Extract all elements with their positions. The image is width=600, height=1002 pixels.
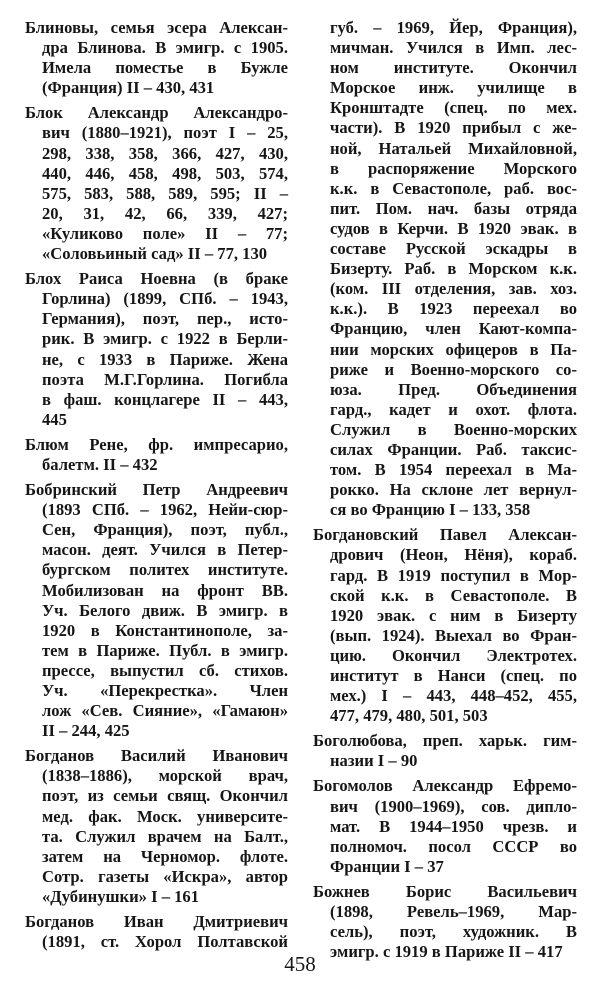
entry-text-line: риже и Военно-морского со-	[330, 359, 577, 379]
entry-text-line: (вып. 1924). Выехал во Фран-	[330, 625, 577, 645]
entry-heading-line: Блок Александр Александро-	[25, 103, 288, 123]
entry-text-line: 477, 479, 480, 501, 503	[330, 706, 488, 726]
entry-text-line: гард., кадет и охот. флота.	[330, 399, 577, 419]
entry-text-line: эмигр. с 1919 в Париже II – 417	[330, 942, 563, 962]
index-entry	[25, 269, 288, 430]
entry-text-line: (1893 СПб. – 1962, Нейи-сюр-	[42, 500, 288, 520]
entry-text-line: к.к. в Севастополе, раб. вос-	[330, 178, 577, 198]
entry-text-line: вич (1880–1921), поэт I – 25,	[42, 123, 288, 143]
entry-text-line: Уч. Белого движ. В эмигр. в	[42, 600, 288, 620]
entry-text-line: в фаш. концлагере II – 443,	[42, 389, 288, 409]
entry-text-line: ном институте. Окончил	[330, 58, 577, 78]
index-entry	[25, 18, 288, 98]
entry-text-line: дрович (Неон, Нёня), кораб.	[330, 545, 577, 565]
entry-text-line: мех.) I – 443, 448–452, 455,	[330, 686, 577, 706]
entry-text-line: Кронштадте (спец. по мех.	[330, 98, 577, 118]
entry-text-line: Мобилизован на фронт ВВ.	[42, 580, 288, 600]
entry-text-line: 298, 338, 358, 366, 427, 430,	[42, 143, 288, 163]
entry-text-line: рик. В эмигр. с 1922 в Берли-	[42, 329, 288, 349]
entry-text-line: 440, 446, 458, 498, 503, 574,	[42, 163, 288, 183]
entry-text-line: юза. Пред. Объединения	[330, 379, 577, 399]
entry-text-line: (1898, Ревель–1969, Мар-	[330, 902, 577, 922]
entry-text-line: II – 244, 425	[42, 721, 130, 741]
entry-text-line: (1891, ст. Хорол Полтавской	[42, 932, 288, 952]
entry-text-line: том. В 1954 переехал в Ма-	[330, 460, 577, 480]
entry-text-line: Служил в Военно-морских	[330, 419, 577, 439]
entry-text-line: лож «Сев. Сияние», «Гамаюн»	[42, 701, 288, 721]
entry-text-line: Бизерту. Раб. в Морском к.к.	[330, 259, 577, 279]
entry-text-line: поэт, из семьи свящ. Окончил	[42, 786, 288, 806]
entry-text-line: институт в Нанси (спец. по	[330, 666, 577, 685]
entry-text-line: (1838–1886), морской врач,	[42, 766, 288, 786]
entry-text-line: 445	[42, 409, 67, 429]
entry-text-line: ной, Натальей Михайловной,	[330, 138, 577, 158]
entry-text-line: дра Блинова. В эмигр. с 1905.	[42, 38, 288, 58]
entry-text-line: Уч. «Перекрестка». Член	[42, 681, 288, 700]
entry-text-line: сель), поэт, художник. В	[330, 922, 577, 942]
entry-heading-line: Блюм Рене, фр. импресарио,	[25, 434, 288, 454]
entry-text-line: та. Служил врачем на Балт.,	[42, 826, 288, 846]
entry-text-line: «Дубинушки» I – 161	[42, 886, 200, 906]
entry-text-line: судов в Керчи. В 1920 эвак. в	[330, 218, 577, 238]
entry-heading-line: Бобринский Петр Андреевич	[25, 480, 288, 500]
left-column	[25, 18, 288, 957]
entry-text-line: бургском политех институте.	[42, 560, 288, 580]
index-entry-continuation	[313, 18, 577, 520]
entry-text-line: ской к.к. в Севастополе. В	[330, 585, 577, 605]
entry-text-line: в распоряжение Морского	[330, 158, 577, 178]
entry-text-line: части). В 1920 прибыл с же-	[330, 118, 577, 138]
index-entry	[25, 912, 288, 952]
entry-heading-line: Блох Раиса Ноевна (в браке	[25, 269, 288, 289]
entry-heading-line: Богданов Василий Иванович	[25, 746, 288, 766]
entry-text-line: прессе, выпустил сб. стихов.	[42, 660, 288, 680]
entry-text-line: ся во Францию I – 133, 358	[330, 500, 531, 520]
entry-text-line: «Куликово поле» II – 77;	[42, 223, 288, 243]
entry-text-line: полномоч. посол СССР во	[330, 836, 577, 856]
entry-text-line: губ. – 1969, Йер, Франция),	[330, 18, 577, 37]
entry-text-line: назии I – 90	[330, 751, 418, 771]
entry-text-line: к.к.). В 1923 переехал во	[330, 299, 577, 319]
entry-text-line: пит. Пом. нач. базы отряда	[330, 198, 577, 218]
entry-text-line: силах Франции. Раб. таксис-	[330, 439, 577, 459]
entry-text-line: мед. фак. Моск. университе-	[42, 806, 288, 826]
entry-text-line: Сен, Франция), поэт, публ.,	[42, 520, 288, 540]
entry-text-line: Горлина) (1899, СПб. – 1943,	[42, 289, 288, 309]
entry-text-line: Сотр. газеты «Искра», автор	[42, 866, 288, 886]
entry-text-line: гард. В 1919 поступил в Мор-	[330, 565, 577, 585]
entry-text-line: Имела поместье в Бужле	[42, 58, 288, 78]
index-entry	[25, 103, 288, 264]
index-entry	[25, 435, 288, 475]
entry-heading-line: Богдановский Павел Алексан-	[313, 525, 577, 545]
entry-text-line: мат. В 1944–1950 чрезв. и	[330, 816, 577, 836]
entry-text-line: составе Русской эскадры в	[330, 239, 577, 259]
entry-heading-line: Богомолов Александр Ефремо-	[313, 776, 577, 796]
entry-text-line: цию. Окончил Электротех.	[330, 645, 577, 665]
entry-text-line: 20, 31, 42, 66, 339, 427;	[42, 203, 288, 223]
entry-text-line: (ком. III отделения, зав. хоз.	[330, 279, 577, 299]
entry-text-line: тем в Париже. Публ. в эмигр.	[42, 640, 288, 660]
index-entry	[313, 882, 577, 962]
entry-text-line: рокко. На склоне лет вернул-	[330, 480, 577, 500]
index-entry	[313, 776, 577, 876]
entry-text-line: Франции I – 37	[330, 856, 444, 876]
entry-heading-line: Божнев Борис Васильевич	[313, 881, 577, 901]
entry-heading-line: Боголюбова, преп. харьк. гим-	[313, 731, 577, 751]
entry-text-line: 575, 583, 588, 589, 595; II –	[42, 183, 288, 203]
entry-heading-line: Богданов Иван Дмитриевич	[25, 912, 288, 932]
entry-text-line: Францию, член Кают-компа-	[330, 319, 577, 339]
entry-text-line: 1920 в Константинополе, за-	[42, 620, 288, 640]
entry-heading-line: Блиновы, семья эсера Алексан-	[25, 18, 288, 37]
index-entry	[25, 746, 288, 907]
entry-text-line: 1920 эвак. с ним в Бизерту	[330, 605, 577, 625]
entry-text-line: затем на Черномор. флоте.	[42, 846, 288, 866]
index-entry	[313, 525, 577, 726]
entry-text-line: (Франция) II – 430, 431	[42, 78, 215, 98]
index-entry	[313, 731, 577, 771]
right-column	[313, 18, 577, 967]
entry-text-line: вич (1900–1969), сов. дипло-	[330, 796, 577, 816]
entry-text-line: нии морских офицеров в Па-	[330, 339, 577, 359]
page-number: 458	[284, 952, 316, 976]
entry-text-line: балетм. II – 432	[42, 454, 158, 474]
entry-text-line: не, с 1933 в Париже. Жена	[42, 349, 288, 369]
entry-text-line: масон. деят. Учился в Петер-	[42, 540, 288, 560]
entry-text-line: «Соловьиный сад» II – 77, 130	[42, 244, 268, 264]
entry-text-line: Германия), поэт, пер., исто-	[42, 309, 288, 329]
entry-text-line: мичман. Учился в Имп. лес-	[330, 38, 577, 58]
index-entry	[25, 480, 288, 741]
entry-text-line: поэта М.Г.Горлина. Погибла	[42, 369, 288, 389]
entry-text-line: Морское инж. училище в	[330, 78, 577, 98]
